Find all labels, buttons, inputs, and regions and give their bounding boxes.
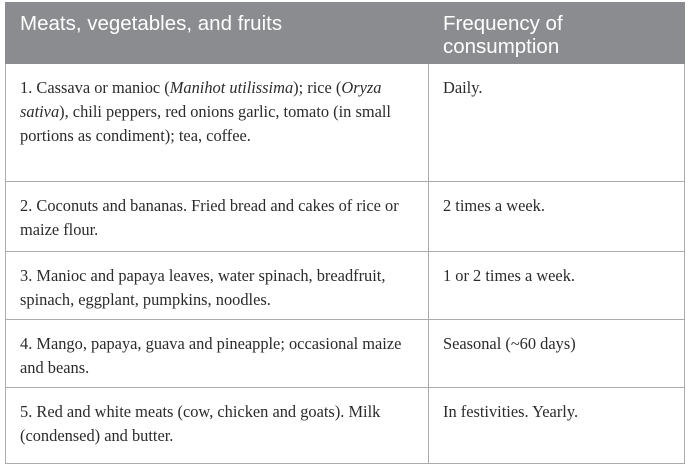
food-cell: [6, 64, 429, 182]
food-scientific-name: Manihot utilissima: [169, 78, 294, 97]
frequency-cell: Daily.: [429, 64, 685, 182]
header-frequency: Frequency of consumption: [429, 3, 685, 64]
food-cell: 2. Coconuts and bananas. Fried bread and cakes of rice or maize flour.: [6, 182, 429, 252]
food-cell: 3. Manioc and papaya leaves, water spinach, breadfruit, spinach, eggplant, pumpkins, noodles.: [6, 252, 429, 320]
food-frequency-table: [5, 2, 685, 464]
food-text: 1. Cassava or manioc (: [20, 78, 170, 97]
table-row: [6, 388, 685, 464]
frequency-cell: 2 times a week.: [429, 182, 685, 252]
food-scientific-name: Oryza sativa: [20, 78, 382, 121]
header-food: Meats, vegetables, and fruits: [6, 3, 429, 64]
frequency-cell: 1 or 2 times a week.: [429, 252, 685, 320]
frequency-cell: In festivities. Yearly.: [429, 388, 685, 464]
food-cell: 4. Mango, papaya, guava and pineapple; occasional maize and beans.: [6, 320, 429, 388]
table-row: [6, 320, 685, 388]
food-text: ); rice (: [293, 78, 342, 97]
table-row: [6, 252, 685, 320]
table-row: [6, 64, 685, 182]
food-cell: 5. Red and white meats (cow, chicken and goats). Milk (condensed) and butter.: [6, 388, 429, 464]
table-row: [6, 182, 685, 252]
header-row: [6, 3, 685, 64]
frequency-cell: Seasonal (~60 days): [429, 320, 685, 388]
food-text: ), chili peppers, red onions garlic, tomato (in small portions as condiment); tea, coffee.: [20, 102, 391, 145]
